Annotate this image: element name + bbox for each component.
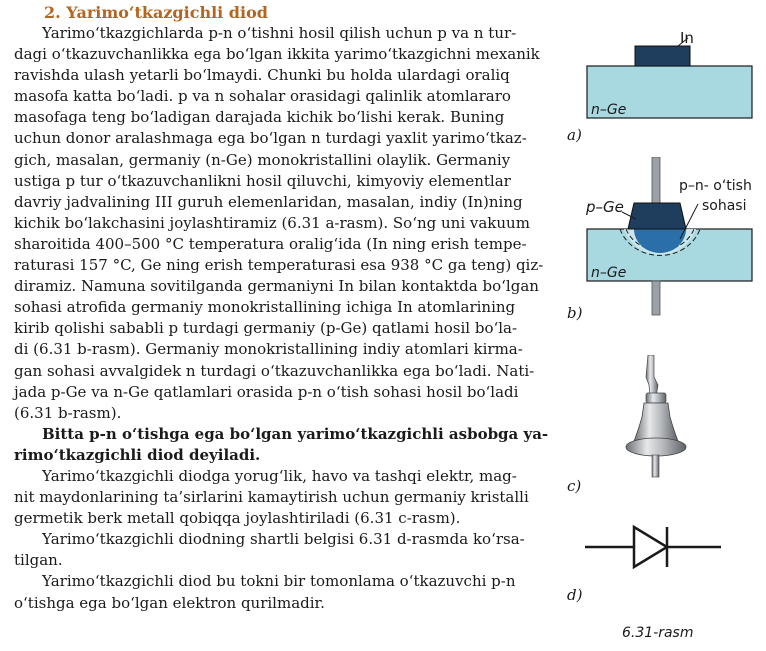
pn-label-line2: sohasi bbox=[702, 198, 747, 214]
text-line: raturasi 157 °C, Ge ning erish temperaturasi esa 938 °C ga teng) qiz- bbox=[14, 256, 544, 275]
text-line: ustiga p tur o‘tkazuvchanlikni hosil qiluvchi, kimyoviy elementlar bbox=[14, 171, 511, 190]
n-ge-label-b: n–Ge bbox=[591, 265, 627, 281]
text-line: sharoitida 400–500 °C temperatura oralig‘ida (In ning erish tempe- bbox=[14, 234, 527, 253]
indium-pellet bbox=[635, 46, 690, 66]
text-line: diramiz. Namuna sovitilganda germaniyni In bilan kontaktda bo‘lgan bbox=[14, 277, 539, 296]
text-line: kichik bo‘lakchasini joylashtiramiz (6.31 a-rasm). So‘ng uni vakuum bbox=[14, 213, 530, 232]
text-line: sohasi atrofida germaniy monokristallining ichiga In atomlarining bbox=[14, 298, 516, 317]
panel-label-c: c) bbox=[567, 477, 582, 495]
text-line: masofaga teng bo‘ladigan darajada kichik bo‘lishi kerak. Buning bbox=[14, 108, 505, 127]
text-line: rimo‘tkazgichli diod deyiladi. bbox=[14, 445, 261, 464]
text-line: dagi o‘tkazuvchanlikka ega bo‘lgan ikkita yarimo‘tkazgichni mexanik bbox=[14, 45, 540, 64]
text-line: kirib qolishi sababli p turdagi germaniy (p-Ge) qatlami hosil bo‘la- bbox=[14, 319, 518, 338]
diode-triangle bbox=[634, 527, 667, 567]
figure-caption: 6.31-rasm bbox=[622, 625, 694, 641]
text-line: nit maydonlarining ta’sirlarini kamaytirish uchun germaniy kristalli bbox=[14, 488, 529, 507]
text-line: Yarimo‘tkazgichli diod bu tokni bir tomonlama o‘tkazuvchi p-n bbox=[42, 572, 516, 591]
metal-can bbox=[634, 403, 678, 441]
text-line: Bitta p-n o‘tishga ega bo‘lgan yarimo‘tkazgichli asbobga ya- bbox=[42, 424, 549, 443]
panel-label-d: d) bbox=[567, 586, 583, 604]
text-line: (6.31 b-rasm). bbox=[14, 403, 122, 422]
top-lead bbox=[646, 355, 658, 397]
text-line: o‘tishga ega bo‘lgan elektron qurilmadir. bbox=[14, 593, 325, 612]
text-line: gan sohasi avvalgidek n turdagi o‘tkazuvchanlikka ega bo‘ladi. Nati- bbox=[14, 361, 535, 380]
text-line: tilgan. bbox=[14, 551, 63, 570]
text-line: germetik berk metall qobiqqa joylashtiriladi (6.31 c-rasm). bbox=[14, 509, 461, 528]
text-line: jada p-Ge va n-Ge qatlamlari orasida p-n o‘tish sohasi hosil bo‘ladi bbox=[14, 382, 519, 401]
text-line: Yarimo‘tkazgichli diodning shartli belgisi 6.31 d-rasmda ko‘rsa- bbox=[42, 530, 525, 549]
text-line: di (6.31 b-rasm). Germaniy monokristallining indiy atomlari kirma- bbox=[14, 340, 523, 359]
figure-panel-a bbox=[580, 26, 766, 126]
text-line: ravishda ulash yetarli bo‘lmaydi. Chunki bu holda ulardagi oraliq bbox=[14, 66, 510, 85]
glass-seal bbox=[646, 393, 666, 403]
figure-panel-c bbox=[620, 355, 710, 485]
text-column bbox=[14, 2, 549, 614]
text-line: masofa katta bo‘ladi. p va n sohalar orasidagi qalinlik atomlararo bbox=[14, 87, 511, 106]
figure-panel-d bbox=[585, 519, 725, 575]
n-ge-label-a: n–Ge bbox=[591, 102, 627, 118]
in-label: In bbox=[680, 29, 694, 47]
text-line: davriy jadvalining III guruh elemenlaridan, masalan, indiy (In)ning bbox=[14, 192, 523, 211]
text-line: uchun donor aralashmaga ega bo‘lgan n turdagi yaxlit yarimo‘tkaz- bbox=[14, 129, 527, 148]
section-heading: 2. Yarimo‘tkazgichli diod bbox=[44, 3, 268, 22]
panel-label-a: a) bbox=[567, 126, 582, 144]
body-text bbox=[14, 23, 549, 614]
lead-wire-top bbox=[652, 157, 660, 205]
text-line: Yarimo‘tkazgichli diodga yorug‘lik, havo va tashqi elektr, mag- bbox=[42, 466, 517, 485]
bottom-lead bbox=[652, 455, 659, 477]
pn-label-line1: p–n- o‘tish bbox=[679, 178, 752, 194]
figure-panel-b bbox=[580, 157, 766, 317]
text-line: Yarimo‘tkazgichlarda p-n o‘tishni hosil qilish uchun p va n tur- bbox=[42, 24, 517, 42]
panel-label-b: b) bbox=[567, 304, 583, 322]
lead-wire-bottom bbox=[652, 281, 660, 315]
base-flange bbox=[626, 438, 686, 456]
indium-pellet bbox=[628, 203, 686, 229]
text-line: gich, masalan, germaniy (n-Ge) monokristallini olaylik. Germaniy bbox=[14, 150, 511, 169]
p-ge-label: p–Ge bbox=[586, 198, 624, 216]
